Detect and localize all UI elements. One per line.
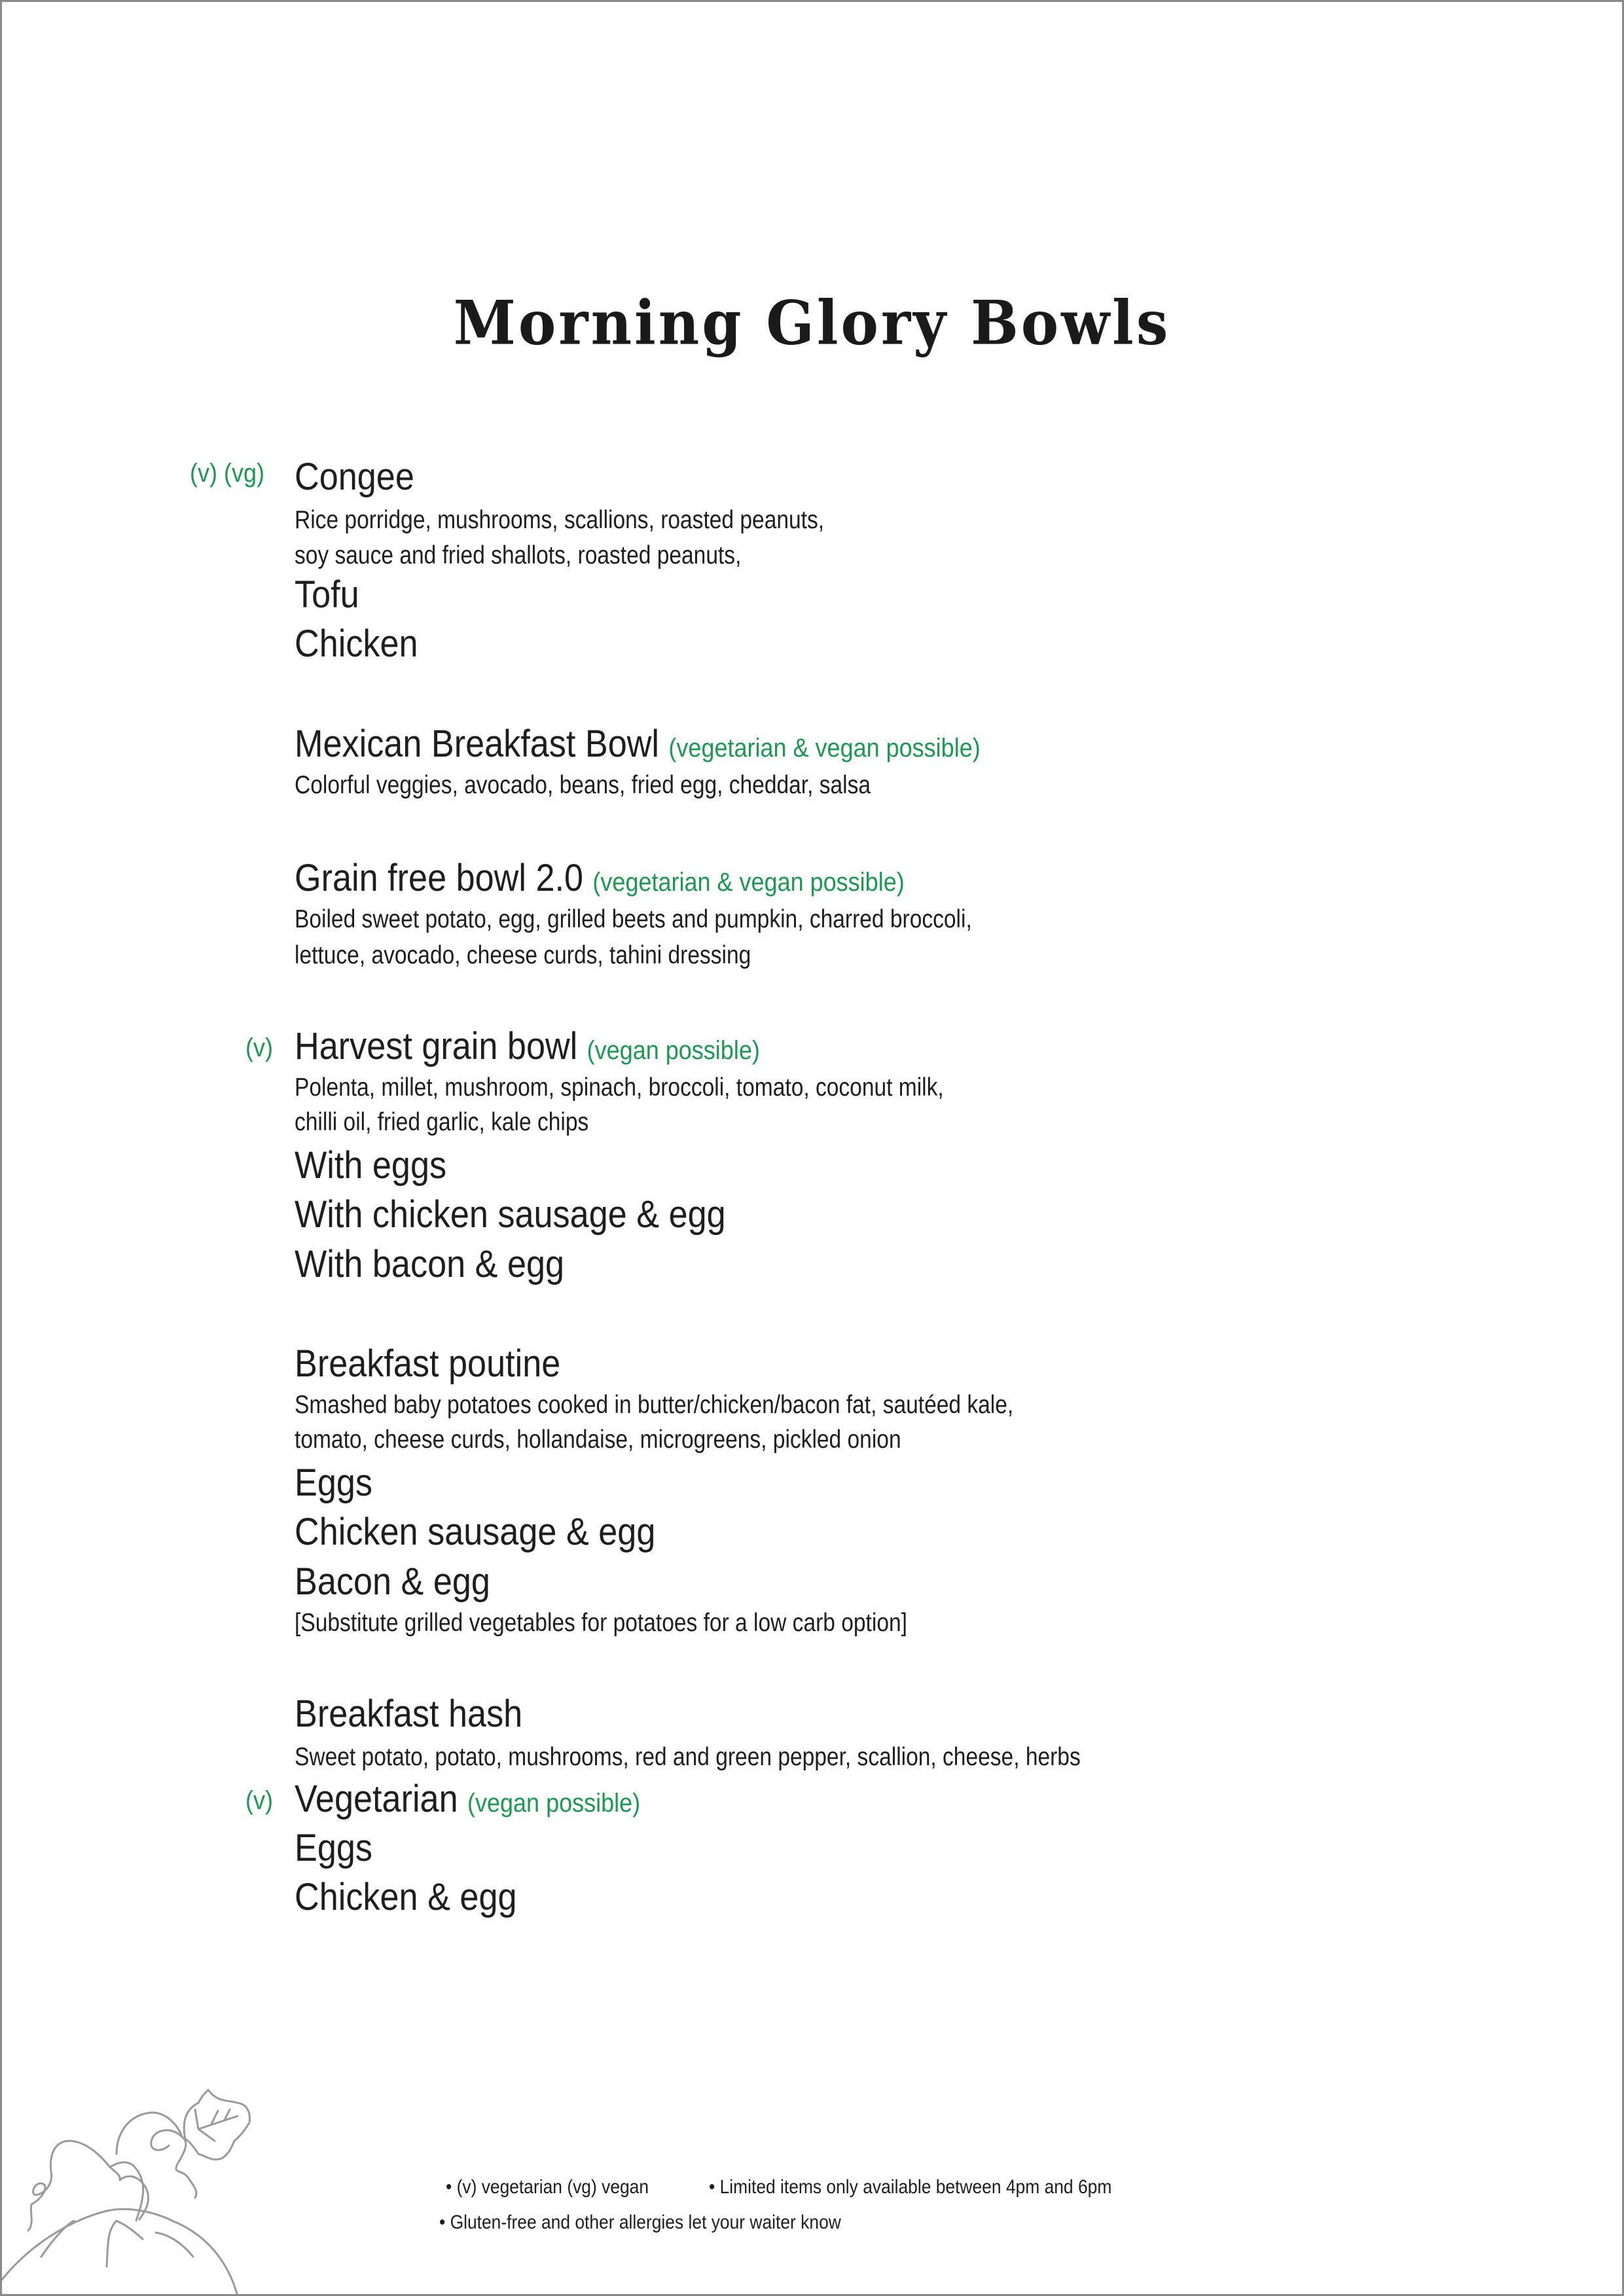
footer-hours: • Limited items only available between 4pm and 6pm: [709, 2176, 1112, 2198]
item-option: With bacon & egg: [295, 1243, 565, 1285]
item-description: Sweet potato, potato, mushrooms, red and green pepper, scallion, cheese, herbs: [295, 1743, 1081, 1771]
menu-item-mexican-breakfast-bowl: [295, 725, 981, 763]
diet-note: (vegan possible): [467, 1789, 641, 1818]
item-footnote: [Substitute grilled vegetables for potatoes for a low carb option]: [295, 1609, 907, 1637]
item-name: Harvest grain bowl: [295, 1025, 578, 1067]
item-description: Boiled sweet potato, egg, grilled beets and pumpkin, charred broccoli,: [295, 905, 972, 933]
menu-item-grain-free-bowl: [295, 859, 905, 897]
menu-item-breakfast-hash: [295, 1695, 522, 1733]
item-name: Mexican Breakfast Bowl: [295, 723, 660, 765]
item-option: Tofu: [295, 573, 359, 616]
footer-legend: • (v) vegetarian (vg) vegan: [446, 2176, 649, 2198]
item-option-vegetarian: [295, 1780, 640, 1818]
item-description: soy sauce and fried shallots, roasted peanuts,: [295, 541, 742, 569]
page-title: Morning Glory Bowls: [453, 287, 1171, 359]
item-description: chilli oil, fried garlic, kale chips: [295, 1108, 589, 1136]
menu-item-harvest-grain-bowl: [295, 1025, 760, 1067]
pumpkin-vine-icon: [2, 2064, 277, 2296]
diet-tags: (v): [245, 1786, 273, 1815]
diet-note: (vegan possible): [586, 1036, 760, 1065]
footer-allergies: • Gluten-free and other allergies let your waiter know: [439, 2212, 841, 2233]
menu-item-congee: [295, 458, 414, 496]
diet-note: (vegetarian & vegan possible): [668, 734, 981, 762]
diet-note: (vegetarian & vegan possible): [592, 868, 905, 897]
item-option: With eggs: [295, 1144, 447, 1187]
item-description: Polenta, millet, mushroom, spinach, broccoli, tomato, coconut milk,: [295, 1073, 944, 1102]
item-option: Eggs: [295, 1462, 372, 1504]
item-option: Chicken & egg: [295, 1876, 517, 1918]
item-description: Smashed baby potatoes cooked in butter/chicken/bacon fat, sautéed kale,: [295, 1391, 1014, 1419]
menu-item-breakfast-poutine: [295, 1342, 561, 1385]
diet-tags: (v) (vg): [190, 459, 264, 488]
item-description: lettuce, avocado, cheese curds, tahini dressing: [295, 941, 751, 969]
item-option: With chicken sausage & egg: [295, 1193, 726, 1236]
item-description: Rice porridge, mushrooms, scallions, roasted peanuts,: [295, 506, 825, 534]
item-name: Breakfast hash: [295, 1693, 523, 1735]
item-option: Eggs: [295, 1827, 372, 1869]
item-name: Breakfast poutine: [295, 1342, 561, 1385]
item-name: Congee: [295, 456, 414, 498]
item-description: Colorful veggies, avocado, beans, fried egg, cheddar, salsa: [295, 771, 871, 799]
item-description: tomato, cheese curds, hollandaise, microgreens, pickled onion: [295, 1426, 901, 1454]
item-option: Chicken sausage & egg: [295, 1511, 656, 1553]
item-name: Vegetarian: [295, 1778, 458, 1820]
diet-tags: (v): [245, 1033, 273, 1062]
item-option: Bacon & egg: [295, 1560, 490, 1603]
item-option: Chicken: [295, 622, 418, 665]
item-name: Grain free bowl 2.0: [295, 857, 584, 899]
